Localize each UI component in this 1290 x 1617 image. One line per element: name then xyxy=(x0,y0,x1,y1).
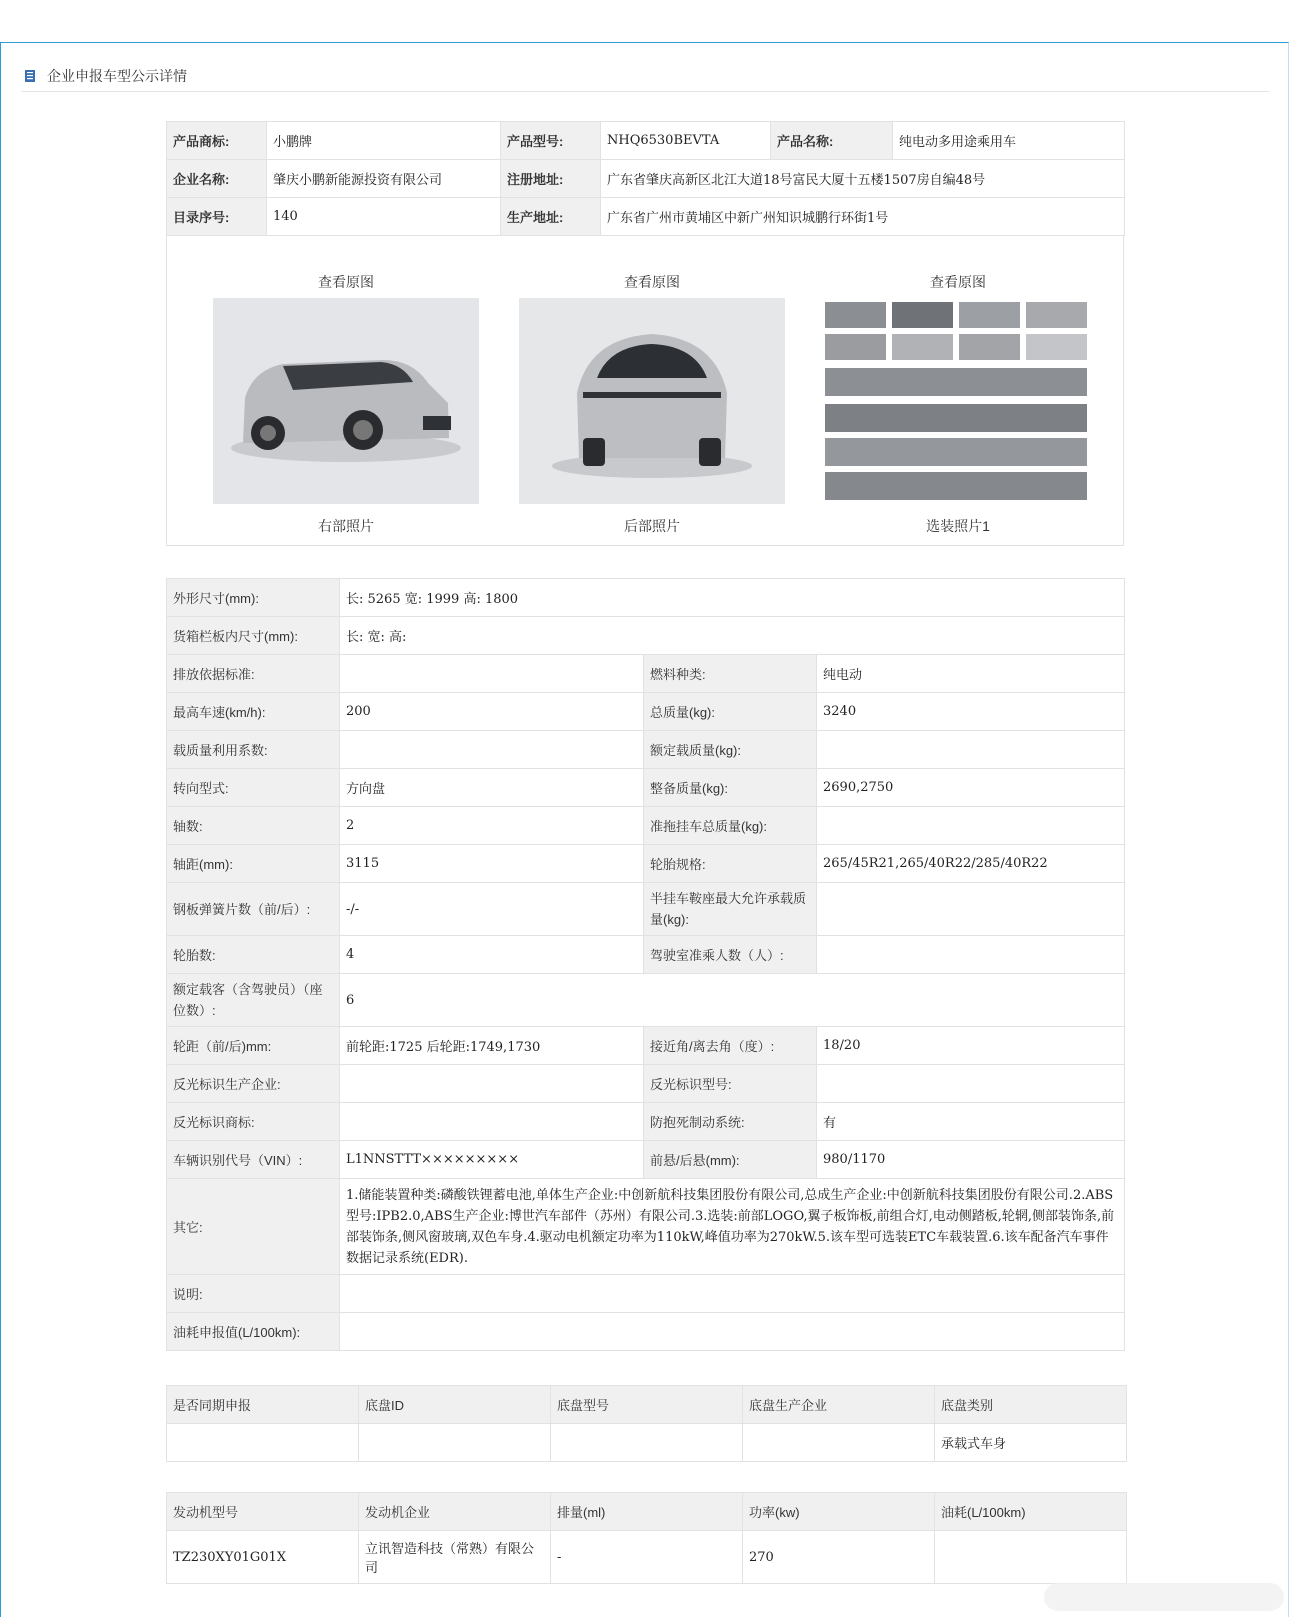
other-label: 其它: xyxy=(167,1179,340,1275)
brand-label: 产品商标: xyxy=(167,122,267,160)
photo-option-caption: 选装照片1 xyxy=(926,518,990,534)
cab-capacity-label: 驾驶室准乘人数（人）: xyxy=(644,936,817,974)
max-speed-value: 200 xyxy=(340,693,644,731)
abs-label: 防抱死制动系统: xyxy=(644,1103,817,1141)
cab-capacity-value xyxy=(817,936,1125,974)
basic-info-table xyxy=(166,121,1125,236)
photo-rear-image[interactable] xyxy=(519,298,785,504)
rated-load-value xyxy=(817,731,1125,769)
reg-address-value: 广东省肇庆高新区北江大道18号富民大厦十五楼1507房自编48号 xyxy=(601,160,1125,198)
emission-value xyxy=(340,655,644,693)
chassis-table xyxy=(166,1385,1127,1462)
tire-count-label: 轮胎数: xyxy=(167,936,340,974)
cargo-dimension-value: 长: 宽: 高: xyxy=(340,617,1125,655)
model-value: NHQ6530BEVTA xyxy=(601,122,771,160)
reflector-brand-label: 反光标识商标: xyxy=(167,1103,340,1141)
view-original-link[interactable]: 查看原图 xyxy=(624,274,680,290)
document-icon xyxy=(23,69,37,83)
reflector-model-label: 反光标识型号: xyxy=(644,1065,817,1103)
view-original-link[interactable]: 查看原图 xyxy=(930,274,986,290)
track-value: 前轮距:1725 后轮距:1749,1730 xyxy=(340,1027,644,1065)
company-value: 肇庆小鹏新能源投资有限公司 xyxy=(267,160,501,198)
angle-label: 接近角/离去角（度）: xyxy=(644,1027,817,1065)
total-mass-value: 3240 xyxy=(817,693,1125,731)
dimension-label: 外形尺寸(mm): xyxy=(167,579,340,617)
fuel-type-value: 纯电动 xyxy=(817,655,1125,693)
model-label: 产品型号: xyxy=(501,122,601,160)
tire-spec-value: 265/45R21,265/40R22/285/40R22 xyxy=(817,845,1125,883)
axles-label: 轴数: xyxy=(167,807,340,845)
axles-value: 2 xyxy=(340,807,644,845)
fuel-consumption-label: 油耗申报值(L/100km): xyxy=(167,1313,340,1351)
prod-address-label: 生产地址: xyxy=(501,198,601,236)
tire-spec-label: 轮胎规格: xyxy=(644,845,817,883)
catalog-value: 140 xyxy=(267,198,501,236)
wheelbase-value: 3115 xyxy=(340,845,644,883)
engine-cell: - xyxy=(551,1531,743,1584)
load-coef-value xyxy=(340,731,644,769)
saddle-value xyxy=(817,883,1125,936)
reflector-company-value xyxy=(340,1065,644,1103)
horizontal-scrollbar[interactable] xyxy=(1044,1583,1284,1611)
reg-address-label: 注册地址: xyxy=(501,160,601,198)
trailer-mass-label: 准拖挂车总质量(kg): xyxy=(644,807,817,845)
load-coef-label: 载质量利用系数: xyxy=(167,731,340,769)
photo-rear-caption: 后部照片 xyxy=(624,518,680,534)
engine-header: 排量(ml) xyxy=(551,1493,743,1531)
engine-cell: 立讯智造科技（常熟）有限公司 xyxy=(359,1531,551,1584)
engine-cell: 270 xyxy=(743,1531,935,1584)
catalog-label: 目录序号: xyxy=(167,198,267,236)
engine-header: 发动机型号 xyxy=(167,1493,359,1531)
steering-label: 转向型式: xyxy=(167,769,340,807)
track-label: 轮距（前/后)mm: xyxy=(167,1027,340,1065)
photo-right-image[interactable] xyxy=(213,298,479,504)
dimension-value: 长: 5265 宽: 1999 高: 1800 xyxy=(340,579,1125,617)
chassis-header: 底盘型号 xyxy=(551,1386,743,1424)
tire-count-value: 4 xyxy=(340,936,644,974)
seats-value: 6 xyxy=(340,974,1125,1027)
engine-header: 发动机企业 xyxy=(359,1493,551,1531)
engine-cell: TZ230XY01G01X xyxy=(167,1531,359,1584)
photo-option-image[interactable] xyxy=(825,298,1091,504)
curb-mass-value: 2690,2750 xyxy=(817,769,1125,807)
seats-label: 额定载客（含驾驶员）（座位数）: xyxy=(167,974,340,1027)
engine-header: 油耗(L/100km) xyxy=(935,1493,1127,1531)
steering-value: 方向盘 xyxy=(340,769,644,807)
cargo-dimension-label: 货箱栏板内尺寸(mm): xyxy=(167,617,340,655)
chassis-cell: 承载式车身 xyxy=(935,1424,1127,1462)
chassis-header: 底盘生产企业 xyxy=(743,1386,935,1424)
view-original-link[interactable]: 查看原图 xyxy=(318,274,374,290)
abs-value: 有 xyxy=(817,1103,1125,1141)
product-name-label: 产品名称: xyxy=(771,122,893,160)
reflector-model-value xyxy=(817,1065,1125,1103)
overhang-label: 前悬/后悬(mm): xyxy=(644,1141,817,1179)
note-label: 说明: xyxy=(167,1275,340,1313)
max-speed-label: 最高车速(km/h): xyxy=(167,693,340,731)
angle-value: 18/20 xyxy=(817,1027,1125,1065)
brand-value: 小鹏牌 xyxy=(267,122,501,160)
saddle-label: 半挂车鞍座最大允许承载质量(kg): xyxy=(644,883,817,936)
panel-header xyxy=(21,61,1269,92)
overhang-value: 980/1170 xyxy=(817,1141,1125,1179)
engine-header: 功率(kw) xyxy=(743,1493,935,1531)
chassis-header: 是否同期申报 xyxy=(167,1386,359,1424)
photo-gallery xyxy=(166,236,1124,546)
vin-value: L1NNSTTT××××××××× xyxy=(340,1141,644,1179)
wheelbase-label: 轴距(mm): xyxy=(167,845,340,883)
total-mass-label: 总质量(kg): xyxy=(644,693,817,731)
reflector-company-label: 反光标识生产企业: xyxy=(167,1065,340,1103)
chassis-cell xyxy=(743,1424,935,1462)
vin-label: 车辆识别代号（VIN）: xyxy=(167,1141,340,1179)
other-value: 1.储能装置种类:磷酸铁锂蓄电池,单体生产企业:中创新航科技集团股份有限公司,总成生产企业:中创新航科技集团股份有限公司.2.ABS型号:IPB2.0,ABS生产企业:博世汽车部件（苏州）有限公司.3.选装:前部LOGO,翼子板饰板,前组合灯,电动侧踏板,轮辋,侧部装饰条,前部装饰条,侧风窗玻璃,双色车身.4.驱动电机额定功率为110kW,峰值功率为270kW.5.该车型可选装ETC车载装置.6.该车配备汽车事件数据记录系统(EDR). xyxy=(340,1179,1125,1275)
note-value xyxy=(340,1275,1125,1313)
chassis-cell xyxy=(551,1424,743,1462)
spec-table xyxy=(166,578,1125,1351)
fuel-type-label: 燃料种类: xyxy=(644,655,817,693)
panel-title: 企业申报车型公示详情 xyxy=(47,68,187,84)
reflector-brand-value xyxy=(340,1103,644,1141)
company-label: 企业名称: xyxy=(167,160,267,198)
chassis-cell xyxy=(167,1424,359,1462)
engine-table xyxy=(166,1492,1127,1584)
photo-right-caption: 右部照片 xyxy=(318,518,374,534)
spring-label: 钢板弹簧片数（前/后）: xyxy=(167,883,340,936)
curb-mass-label: 整备质量(kg): xyxy=(644,769,817,807)
chassis-header: 底盘ID xyxy=(359,1386,551,1424)
fuel-consumption-value xyxy=(340,1313,1125,1351)
emission-label: 排放依据标准: xyxy=(167,655,340,693)
product-name-value: 纯电动多用途乘用车 xyxy=(893,122,1125,160)
rated-load-label: 额定载质量(kg): xyxy=(644,731,817,769)
chassis-cell xyxy=(359,1424,551,1462)
trailer-mass-value xyxy=(817,807,1125,845)
spring-value: -/- xyxy=(340,883,644,936)
chassis-header: 底盘类别 xyxy=(935,1386,1127,1424)
engine-cell xyxy=(935,1531,1127,1584)
prod-address-value: 广东省广州市黄埔区中新广州知识城鹏行环街1号 xyxy=(601,198,1125,236)
